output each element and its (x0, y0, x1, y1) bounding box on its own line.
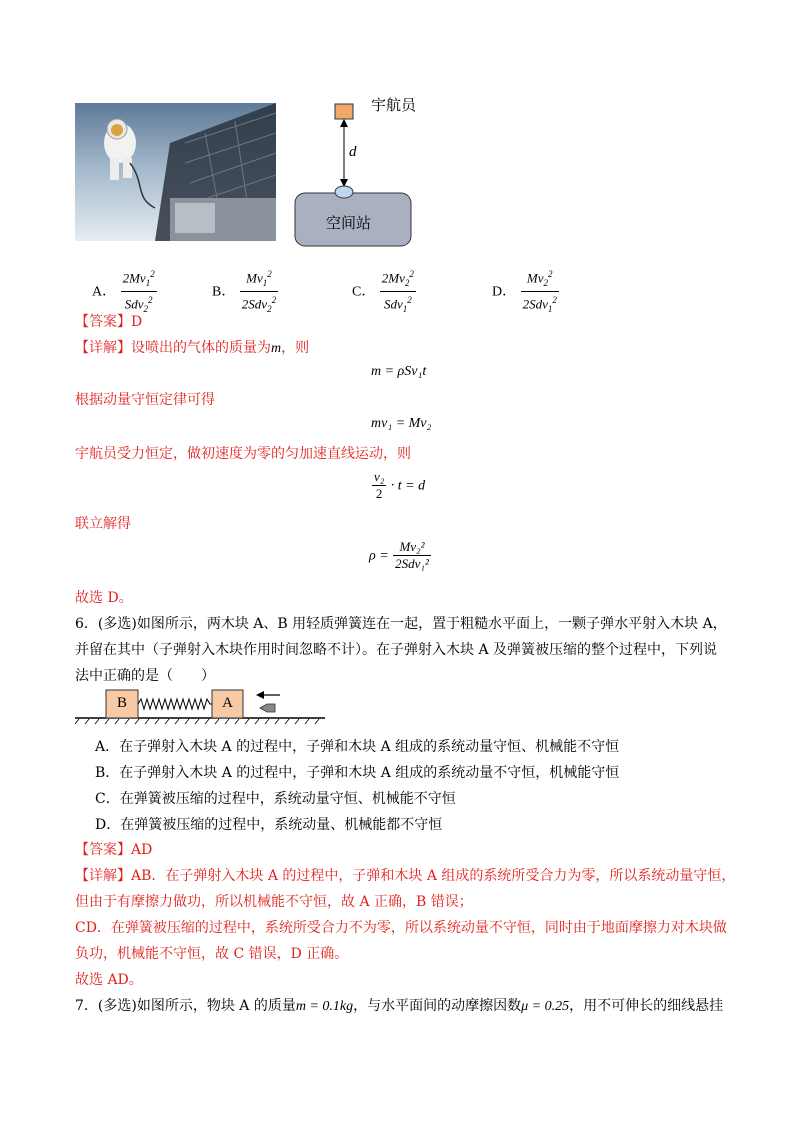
option-a[interactable]: A． $\frac{2Mv_1^2}{Sdv_2^2}$ (92, 266, 157, 317)
q5-choose: 故选 D。 (75, 590, 133, 606)
station-label: 空间站 (326, 214, 372, 232)
bullet (260, 704, 275, 712)
q6-detail-line2: 但由于有摩擦力做功，所以机械能不守恒，故 A 正确，B 错误； (75, 894, 473, 910)
q6-answer: 【答案】AD (75, 842, 153, 858)
spring (138, 699, 212, 709)
option-b-fraction: $\frac{Mv_1^2}{2Sdv_2^2}$ (240, 266, 278, 317)
solve-line: 联立解得 (75, 516, 131, 532)
q6-stem-line3: 法中正确的是（ ） (75, 668, 215, 684)
q6-detail-line3: CD．在弹簧被压缩的过程中，系统所受合力不为零，所以系统动量不守恒，同时由于地面摩擦力对木块做 (75, 920, 727, 936)
q6-option-b[interactable]: B．在子弹射入木块 A 的过程中，子弹和木块 A 组成的系统动量不守恒，机械能守恒 (95, 765, 620, 781)
option-b[interactable]: B． $\frac{Mv_1^2}{2Sdv_2^2}$ (212, 266, 278, 317)
equation-momentum: mv₁ = Mv₂ (371, 416, 432, 431)
q6-detail-line4: 负功，机械能不守恒，故 C 错误，D 正确。 (75, 946, 349, 962)
equation-result: ρ = $\frac{\text{Mv₂²}}{\text{2Sdv₁²}}$ (369, 539, 429, 571)
block-b-label: B (116, 695, 127, 711)
option-a-fraction: $\frac{2Mv_1^2}{Sdv_2^2}$ (121, 266, 157, 317)
astronaut-box (335, 104, 353, 119)
q6-option-c[interactable]: C．在弹簧被压缩的过程中，系统动量守恒、机械能不守恒 (95, 791, 456, 807)
force-line: 宇航员受力恒定，做初速度为零的匀加速直线运动，则 (75, 446, 411, 462)
equation-density: m = ρSv₁t (371, 364, 427, 379)
q6-stem-line2: 并留在其中（子弹射入木块作用时间忽略不计）。在子弹射入木块 A 及弹簧被压缩的整个过程中，下列说 (75, 642, 718, 658)
astronaut-photo (75, 103, 276, 241)
q6-option-a[interactable]: A．在子弹射入木块 A 的过程中，子弹和木块 A 组成的系统动量守恒、机械能不守恒 (95, 739, 620, 755)
q5-options (92, 258, 592, 314)
momentum-line: 根据动量守恒定律可得 (75, 392, 215, 408)
astronaut-label: 宇航员 (371, 96, 417, 114)
option-d[interactable]: D． $\frac{Mv_2^2}{2Sdv_1^2}$ (492, 266, 559, 317)
block-a-label: A (222, 695, 233, 711)
q7-stem: 7．(多选)如图所示，物块 A 的质量m = 0.1kg，与水平面间的动摩擦因数μ = 0.25，用不可伸长的细线悬挂 (75, 998, 724, 1014)
q5-detail: 【详解】设喷出的气体的质量为m，则 (75, 340, 310, 356)
equation-kinematics: $\frac{\text{v₂}}{2}$ · t = d (374, 469, 426, 501)
distance-label: d (349, 144, 357, 160)
option-c[interactable]: C． $\frac{2Mv_2^2}{Sdv_1^2}$ (352, 266, 416, 317)
q5-answer: 【答案】D (75, 314, 143, 330)
option-d-fraction: $\frac{Mv_2^2}{2Sdv_1^2}$ (521, 266, 559, 317)
option-c-fraction: $\frac{2Mv_2^2}{Sdv_1^2}$ (380, 266, 416, 317)
q6-detail-line1: 【详解】AB．在子弹射入木块 A 的过程中，子弹和木块 A 组成的系统所受合力为零，所以系统动量守恒， (75, 868, 736, 884)
nozzle-bubble (335, 186, 353, 198)
q6-stem-line1: 6．(多选)如图所示，两木块 A、B 用轻质弹簧连在一起，置于粗糙水平面上，一颗子弹水平射入木块 A， (75, 616, 727, 632)
q6-option-d[interactable]: D．在弹簧被压缩的过程中，系统动量、机械能都不守恒 (95, 817, 443, 833)
q6-choose: 故选 AD。 (75, 972, 143, 988)
